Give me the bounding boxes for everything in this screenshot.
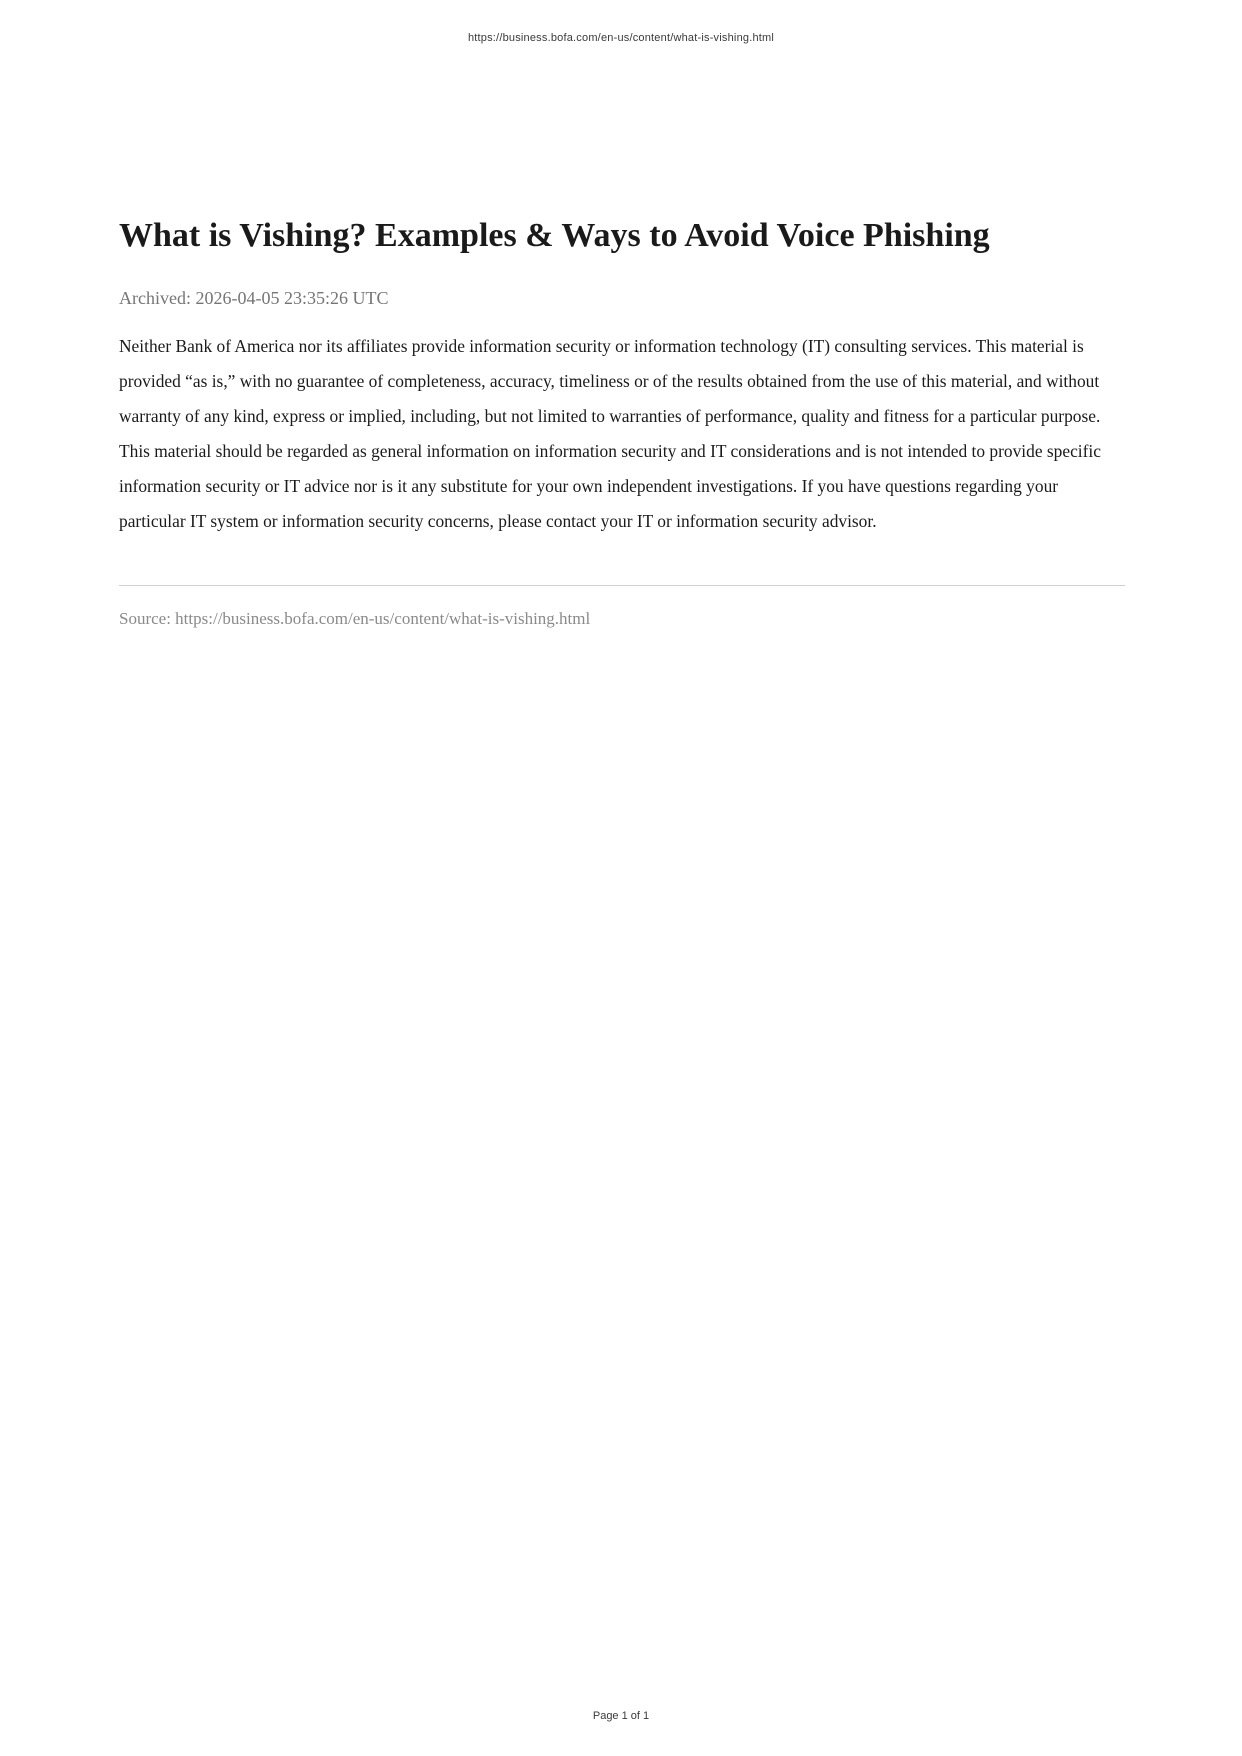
page-header-url: https://business.bofa.com/en-us/content/what-is-vishing.html [467,32,775,44]
divider [119,585,1125,586]
article [119,212,1125,631]
article-body: Neither Bank of America nor its affiliates provide information security or information technology (IT) consulting services. This material is provided “as is,” with no guarantee of completeness, accuracy, timeliness or of the results obtained from the use of this material, and without warranty of any kind, express or implied, including, but not limited to warranties of performance, quality and fitness for a particular purpose. This material should be regarded as general information on information security and IT considerations and is not intended to provide specific information security or IT advice nor is it any substitute for your own independent investigations. If you have questions regarding your particular IT system or information security concerns, please contact your IT or information security advisor. [119,336,1101,531]
page-title: What is Vishing? Examples & Ways to Avoid Voice Phishing [119,217,990,254]
archived-timestamp: Archived: 2026-04-05 23:35:26 UTC [119,288,389,308]
source-link[interactable]: Source: https://business.bofa.com/en-us/content/what-is-vishing.html [119,609,591,628]
page-number: Page 1 of 1 [592,1710,650,1722]
